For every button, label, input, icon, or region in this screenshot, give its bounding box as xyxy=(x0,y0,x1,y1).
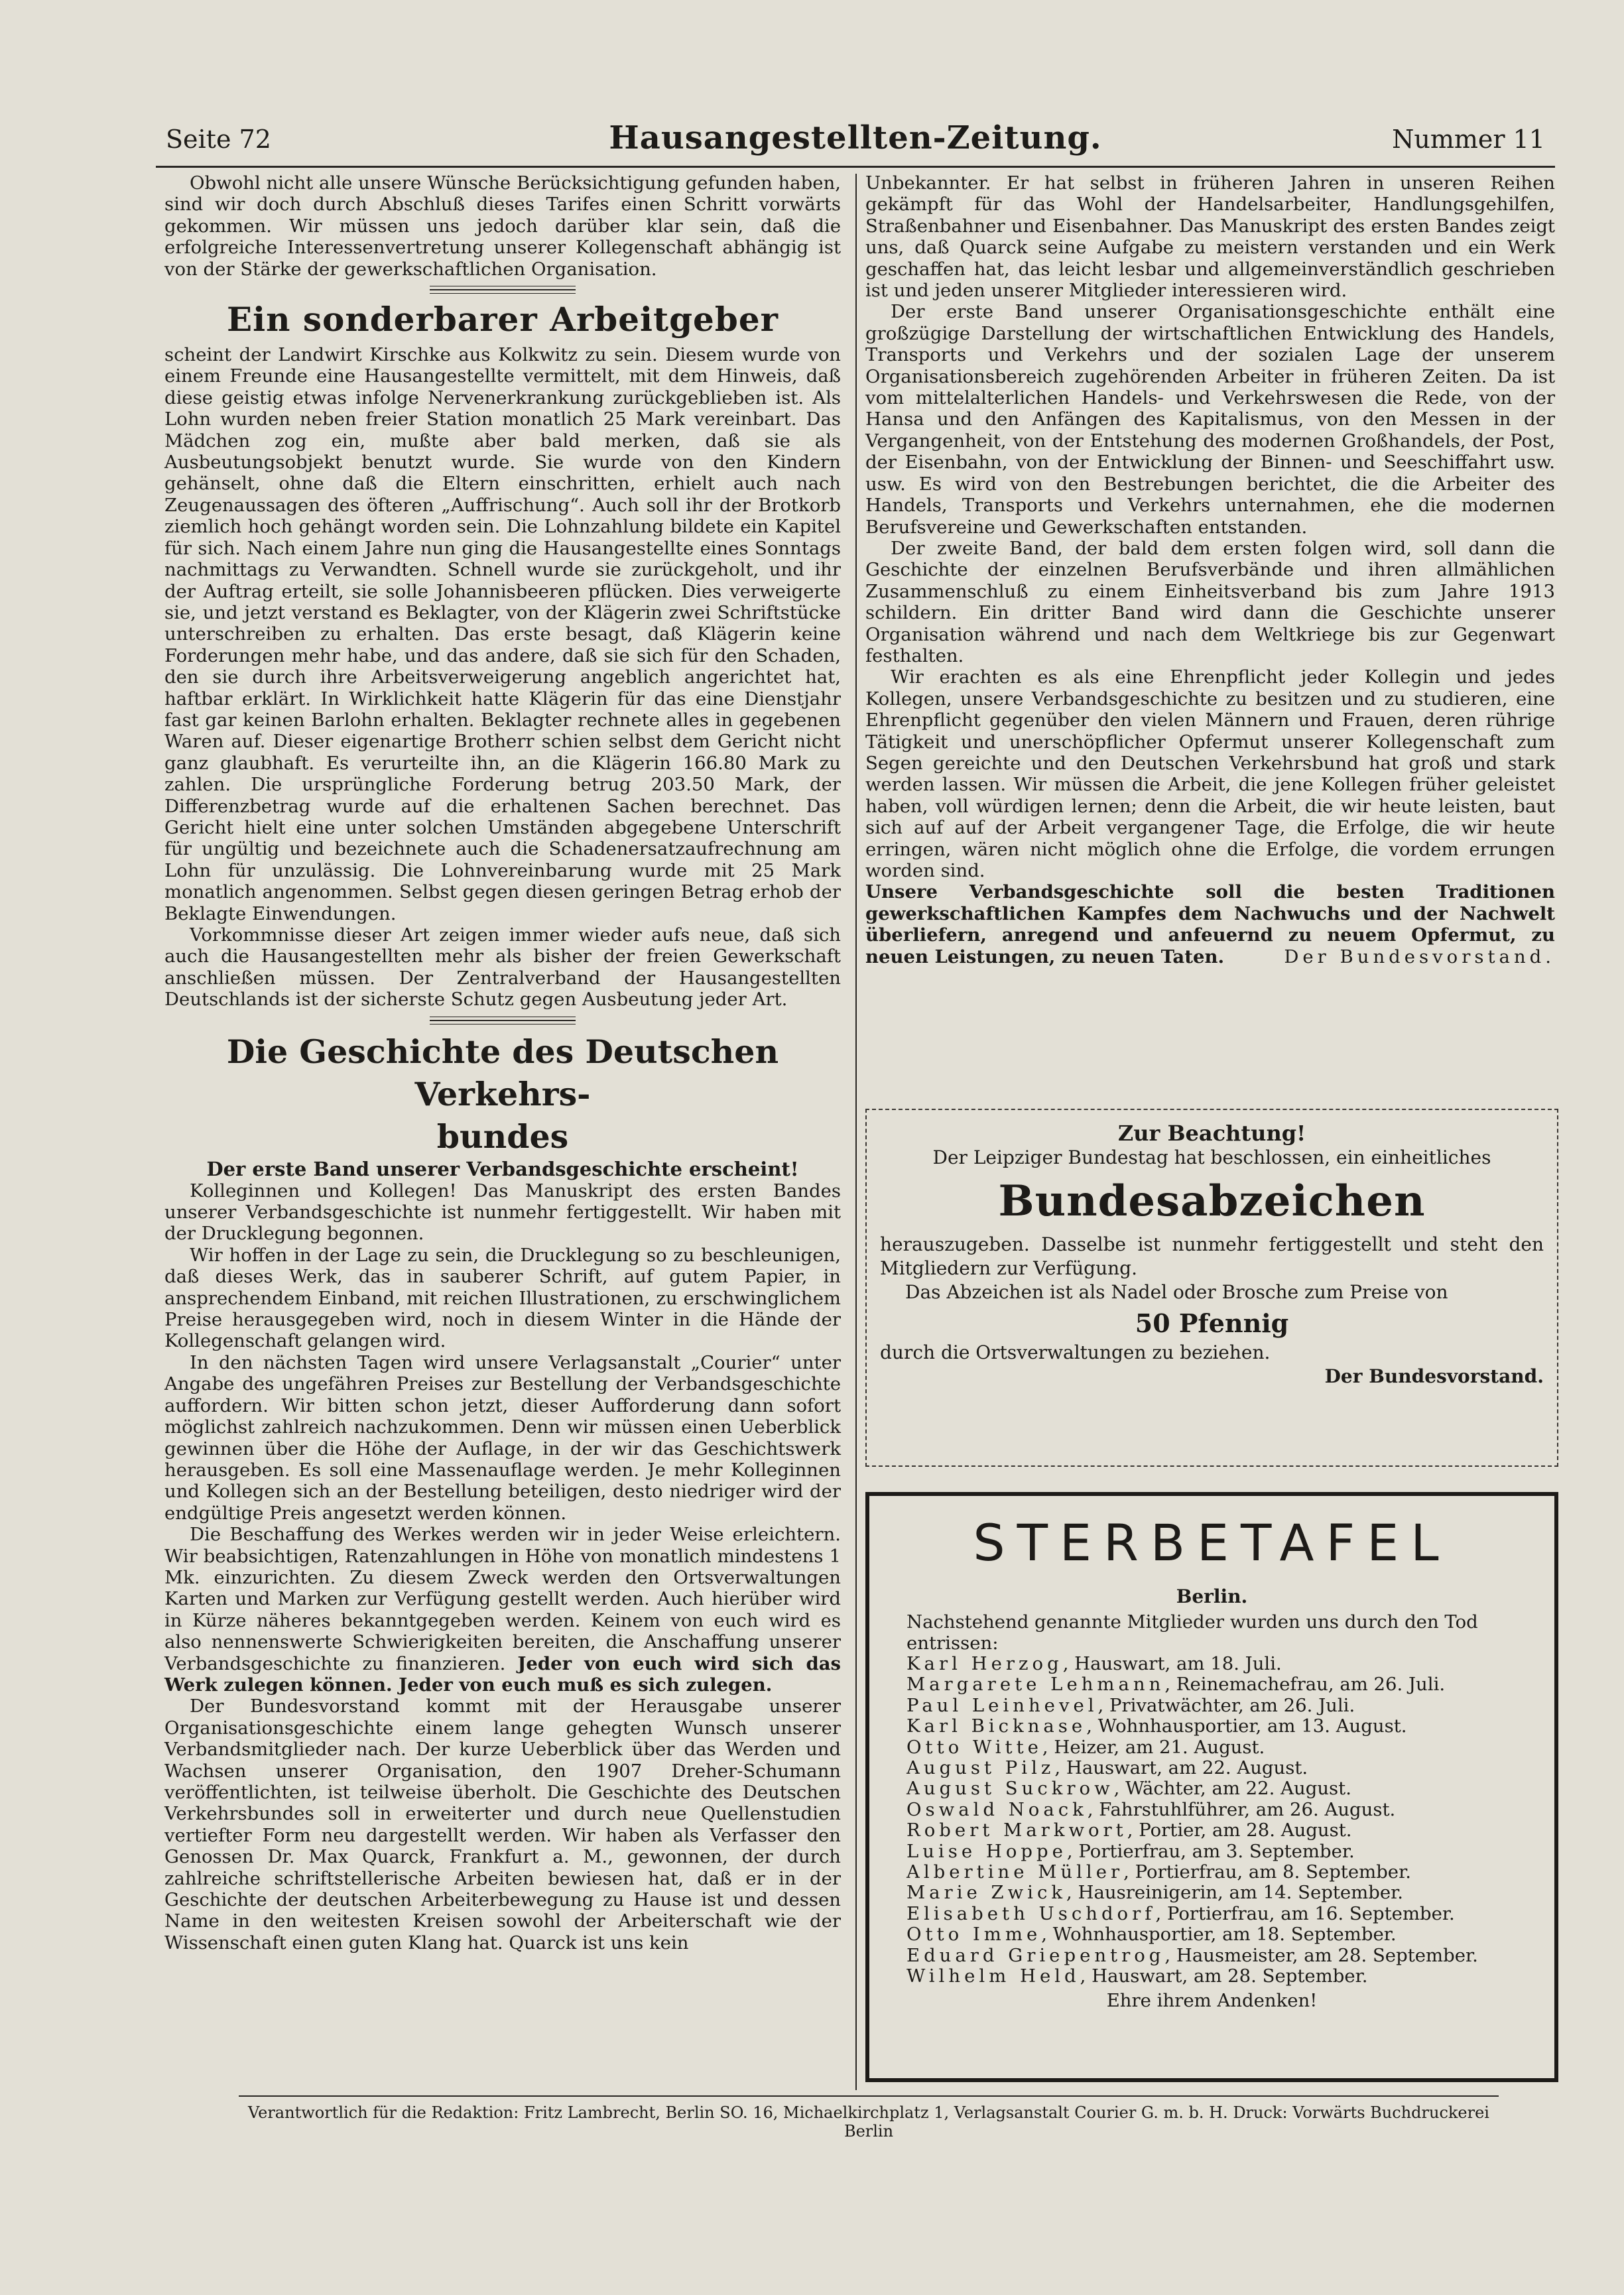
obituary-entry xyxy=(906,1696,1517,1716)
obituary-title: STERBETAFEL xyxy=(973,1513,1451,1572)
obituary-entry xyxy=(906,1966,1517,1987)
section-divider xyxy=(430,1020,576,1021)
headline-line: bundes xyxy=(436,1117,569,1156)
obituary-entry xyxy=(906,1716,1517,1737)
issue-number: Nummer 11 xyxy=(1392,125,1545,154)
right-column xyxy=(865,172,1555,967)
obituary-list xyxy=(906,1654,1517,1987)
deceased-name: Albertine Müller xyxy=(906,1861,1124,1883)
obituary-entry xyxy=(906,1654,1517,1674)
obituary-entry xyxy=(906,1862,1517,1883)
section-divider xyxy=(430,289,576,290)
article-headline-arbeitgeber: Ein sonderbarer Arbeitgeber xyxy=(227,300,779,340)
article-paragraph: Der erste Band unserer Organisationsgeschichte enthält eine großzügige Darstellung der wirtschaftlichen Entwicklung des Handels, Transports und Verkehrs und der sozialen Lage der unserem Organisationsbereich zugehörenden Arbeiter in früheren Zeiten. Da ist vom mittelalterlichen Handels- und Verkehrswesen die Rede, von der Hansa und den Anfängen des Kapitalismus, von den Messen in der Vergangenheit, von der Entstehung des modernen Großhandels, der Post, der Eisenbahn, von der Entwicklung der Binnen- und Seeschiffahrt usw. usw. Es wird von den Bestrebungen berichtet, die die Arbeiter des Handels, Transports und Verkehrs unternahmen, ehe die modernen Berufsvereine und Gewerkschaften entstanden. xyxy=(865,301,1555,538)
column-rule xyxy=(855,174,857,2090)
deceased-name: August Pilz xyxy=(906,1757,1055,1779)
obituary-entry xyxy=(906,1674,1517,1695)
notice-text: Das Abzeichen ist als Nadel oder Brosche zum Preise von xyxy=(905,1281,1448,1303)
obituary-entry xyxy=(906,1924,1517,1945)
notice-big-title: Bundesabzeichen xyxy=(998,1176,1426,1226)
article-paragraph: In den nächsten Tagen wird unsere Verlagsanstalt „Courier“ unter Angabe des ungefähren Preises zur Bestellung der Verbandsgeschichte auffordern. Wir bitten schon jetzt, dieser Aufforderung dann sofort möglichst zahlreich nachzukommen. Denn wir müssen einen Ueberblick gewinnen über die Höhe der Auflage, in der wir das Geschichtswerk herausgeben. Es soll eine Massenauflage werden. Je mehr Kolleginnen und Kollegen sich an der Bestellung beteiligen, desto niedriger wird der endgültige Preis angesetzt werden können. xyxy=(164,1351,841,1524)
deceased-name: Marie Zwick xyxy=(906,1882,1067,1904)
deceased-detail: , Hausreinigerin, am 14. September. xyxy=(1066,1882,1404,1904)
article-paragraph: Unbekannter. Er hat selbst in früheren Jahren in unseren Reihen gekämpft für das Wohl der Handelsarbeiter, Handlungsgehilfen, Straßenbahner und Eisenbahner. Das Manuskript des ersten Bandes zeigt uns, daß Quarck seine Aufgabe zu meistern verstanden und ein Werk geschaffen hat, das leicht lesbar und allgemeinverständlich geschrieben ist und jeden unserer Mitglieder interessieren wird. xyxy=(865,172,1555,302)
article-paragraph: Wir erachten es als eine Ehrenpflicht jeder Kollegin und jedes Kollegen, unsere Verbandsgeschichte zu besitzen und zu studieren, eine Ehrenpflicht gegenüber den vielen Männern und Frauen, deren rührige Tätigkeit und unerschöpflicher Opfermut unserer Kollegenschaft zum Segen gereichte und den Deutschen Verkehrsbund hat groß und stark werden lassen. Wir müssen die Arbeit, die jene Kollegen früher geleistet haben, voll würdigen lernen; denn die Arbeit, die wir heute leisten, baut sich auf auf der Arbeit vergangener Tage, die Erfolge, die wir heute erringen, wären nicht möglich ohne die Erfolge, die vordem errungen worden sind. xyxy=(865,666,1555,881)
headline-line: Die Geschichte des Deutschen Verkehrs- xyxy=(226,1032,779,1113)
obituary-closing: Ehre ihrem Andenken! xyxy=(1106,1989,1318,2011)
deceased-detail: , Reinemachefrau, am 26. Juli. xyxy=(1164,1674,1446,1696)
deceased-name: Wilhelm Held xyxy=(906,1965,1080,1987)
signature: Der Bundesvorstand. xyxy=(1284,946,1555,967)
article-paragraph: Vorkommnisse dieser Art zeigen immer wieder aufs neue, daß sich auch die Hausangestellten mehr als bisher der freien Gewerkschaft anschließen müssen. Der Zentralverband der Hausangestellten Deutschlands ist der sicherste Schutz gegen Ausbeutung jeder Art. xyxy=(164,924,841,1011)
deceased-detail: , Hauswart, am 28. September. xyxy=(1080,1965,1368,1987)
article-paragraph xyxy=(865,881,1555,967)
deceased-name: Oswald Noack xyxy=(906,1798,1088,1820)
page-header xyxy=(166,119,1545,159)
article-paragraph: scheint der Landwirt Kirschke aus Kolkwitz zu sein. Diesem wurde von einem Freunde eine Hausangestellte vermittelt, mit dem Hinweis, daß diese geistig etwas infolge Nervenerkrankung zurückgeblieben ist. Als Lohn wurden neben freier Station monatlich 25 Mark vereinbart. Das Mädchen zog ein, mußte aber bald merken, daß sie als Ausbeutungsobjekt benutzt wurde. Sie wurde von den Kindern gehänselt, ohne daß die Eltern einschritten, erhielt auch nach Zeugenaussagen des öfteren „Auffrischung“. Auch soll ihr der Brotkorb ziemlich hoch gehängt worden sein. Die Lohnzahlung bildete ein Kapitel für sich. Nach einem Jahre nun ging die Hausangestellte eines Sonntags nachmittags zu Verwandten. Schnell wurde sie zurückgeholt, und ihr der Auftrag erteilt, sie solle Johannisbeeren pflücken. Dies verweigerte sie, und jetzt verstand es Beklagter, von der Klägerin zwei Schriftstücke unterschreiben zu erhalten. Das erste besagt, daß Klägerin keine Forderungen mehr habe, und das andere, daß sie sich für den Schaden, den sie durch ihre Arbeitsverweigerung angeblich angerichtet hat, haftbar erklärt. In Wirklichkeit hatte Klägerin für das eine Dienstjahr fast gar keinen Barlohn erhalten. Beklagter rechnete alles in gegebenen Waren auf. Dieser eigenartige Brotherr schien selbst dem Gericht nicht ganz glaubhaft. Es verurteilte ihn, an die Klägerin 166.80 Mark zu zahlen. Die ursprüngliche Forderung betrug 203.50 Mark, der Differenzbetrag wurde auf die erhaltenen Sachen berechnet. Das Gericht hielt eine unter solchen Umständen abgegebene Unterschrift für ungültig und bezeichnete auch die Schadenersatzaufrechnung am Lohn für unzulässig. Die Lohnvereinbarung wurde mit 25 Mark monatlich angenommen. Selbst gegen diesen geringen Betrag erhob der Beklagte Einwendungen. xyxy=(164,344,841,924)
obituary-entry xyxy=(906,1820,1517,1841)
intro-paragraph: Obwohl nicht alle unsere Wünsche Berücksichtigung gefunden haben, sind wir doch durch Abschluß dieses Tarifes einen Schritt vorwärts gekommen. Wir müssen uns jedoch darüber klar sein, daß die erfolgreiche Interessenvertretung unserer Kollegenschaft abhängig ist von der Stärke der gewerkschaftlichen Organisation. xyxy=(164,172,841,280)
article-headline-verkehrsbund xyxy=(164,1030,841,1158)
obituary-box xyxy=(865,1492,1558,2082)
article-paragraph: Der Bundesvorstand kommt mit der Herausgabe unserer Organisationsgeschichte einem lange gehegten Wunsch unserer Verbandsmitglieder nach. Der kurze Ueberblick über das Werden und Wachsen unserer Organisation, den 1907 Dreher-Schumann veröffentlichten, ist teilweise überholt. Die Geschichte des Deutschen Verkehrsbundes soll in erweiterter und durch neue Quellenstudien vertiefter Form neu dargestellt werden. Wir haben als Verfasser den Genossen Dr. Max Quarck, Frankfurt a. M., gewonnen, der durch zahlreiche schriftstellerische Arbeiten bewiesen hat, daß er in der Geschichte der deutschen Arbeiterbewegung zu Hause ist und dessen Name in den weitesten Kreisen sowohl der Arbeiterschaft wie der Wissenschaft einen guten Klang hat. Quarck ist uns kein xyxy=(164,1696,841,1954)
deceased-name: Margarete Lehmann xyxy=(906,1674,1165,1696)
deceased-detail: , Portierfrau, am 16. September. xyxy=(1155,1902,1455,1924)
deceased-detail: , Portierfrau, am 8. September. xyxy=(1123,1861,1411,1883)
notice-text: durch die Ortsverwaltungen zu beziehen. xyxy=(880,1341,1271,1363)
paragraph-text: Die Beschaffung des Werkes werden wir in jeder Weise erleichtern. Wir beabsichtigen, Ratenzahlungen in Höhe von monatlich mindestens 1 Mk. einzurichten. Zu diesem Zweck werden den Ortsverwaltungen Karten und Marken zur Verfügung gestellt werden. Auch hierüber wird in Kürze näheres bekanntgegeben werden. Keinem von euch wird es also nennenswerte Schwierigkeiten bereiten, die Anschaffung unserer Verbandsgeschichte zu finanzieren. xyxy=(164,1524,841,1674)
article-paragraph: Der zweite Band, der bald dem ersten folgen wird, soll dann die Geschichte der einzelnen Berufsverbände und ihren allmählichen Zusammenschluß zu einem Einheitsverband bis zum Jahre 1913 schildern. Ein dritter Band wird dann die Geschichte unserer Organisation während und nach dem Weltkriege bis zur Gegenwart festhalten. xyxy=(865,537,1555,666)
obituary-entry xyxy=(906,1883,1517,1903)
notice-text: herauszugeben. Dasselbe ist nunmehr fertiggestellt und steht den Mitgliedern zur Verfügung. xyxy=(880,1233,1544,1279)
notice-heading: Zur Beachtung! xyxy=(1117,1121,1306,1146)
deceased-detail: , Fahrstuhlführer, am 26. August. xyxy=(1087,1798,1396,1820)
deceased-name: Robert Markwort xyxy=(906,1820,1127,1841)
obituary-entry xyxy=(906,1737,1517,1758)
deceased-detail: , Wächter, am 22. August. xyxy=(1113,1778,1351,1800)
notice-signature: Der Bundesvorstand. xyxy=(1324,1365,1544,1387)
left-column xyxy=(164,172,841,1954)
deceased-detail: , Hausmeister, am 28. September. xyxy=(1164,1944,1478,1966)
deceased-detail: , Hauswart, am 22. August. xyxy=(1054,1757,1308,1779)
obituary-intro: Nachstehend genannte Mitglieder wurden uns durch den Tod entrissen: xyxy=(906,1611,1478,1654)
article-paragraph: Wir hoffen in der Lage zu sein, die Drucklegung so zu beschleunigen, daß dieses Werk, das in sauberer Schrift, auf gutem Papier, in ansprechendem Einband, mit reichen Illustrationen, zu erschwinglichem Preise herausgegeben wird, noch in diesem Winter in die Hände der Kollegenschaft gelangen wird. xyxy=(164,1244,841,1352)
article-subheadline: Der erste Band unserer Verbandsgeschichte erscheint! xyxy=(206,1157,799,1180)
obituary-city: Berlin. xyxy=(1176,1585,1248,1607)
deceased-name: Eduard Griepentrog xyxy=(906,1944,1165,1966)
header-rule xyxy=(156,166,1555,168)
deceased-name: Elisabeth Uschdorf xyxy=(906,1902,1156,1924)
deceased-name: August Suckrow xyxy=(906,1778,1114,1800)
deceased-name: Karl Herzog xyxy=(906,1653,1063,1674)
page-number: Seite 72 xyxy=(166,125,271,154)
obituary-entry xyxy=(906,1904,1517,1924)
article-paragraph: Kolleginnen und Kollegen! Das Manuskript des ersten Bandes unserer Verbandsgeschichte ist nunmehr fertiggestellt. Wir haben mit der Drucklegung begonnen. xyxy=(164,1180,841,1245)
deceased-detail: , Portierfrau, am 3. September. xyxy=(1066,1840,1355,1862)
obituary-entry xyxy=(906,1841,1517,1862)
deceased-detail: , Wohnhausportier, am 18. September. xyxy=(1041,1924,1397,1946)
notice-text: Der Leipziger Bundestag hat beschlossen, ein einheitliches xyxy=(932,1147,1491,1168)
deceased-name: Otto Witte xyxy=(906,1736,1042,1758)
obituary-entry xyxy=(906,1800,1517,1820)
deceased-detail: , Privatwächter, am 26. Juli. xyxy=(1097,1694,1355,1716)
deceased-detail: , Heizer, am 21. August. xyxy=(1042,1736,1265,1758)
deceased-detail: , Hauswart, am 18. Juli. xyxy=(1062,1653,1282,1674)
deceased-name: Otto Imme xyxy=(906,1924,1042,1946)
deceased-name: Karl Bicknase xyxy=(906,1715,1087,1737)
deceased-detail: , Wohnhausportier, am 13. August. xyxy=(1086,1715,1407,1737)
deceased-name: Paul Leinhevel xyxy=(906,1694,1098,1716)
newspaper-title: Hausangestellten-Zeitung. xyxy=(609,119,1102,156)
imprint-footer: Verantwortlich für die Redaktion: Fritz Lambrecht, Berlin SO. 16, Michaelkirchplatz 1, Verlagsanstalt Courier G. m. b. H. Druck: Vorwärts Buchdruckerei Berlin xyxy=(239,2095,1499,2140)
obituary-entry xyxy=(906,1758,1517,1778)
bold-emphasis: Jeder von euch wird sich das Werk zulegen können. Jeder von euch muß es sich zulegen. xyxy=(164,1652,842,1696)
deceased-name: Luise Hoppe xyxy=(906,1840,1067,1862)
obituary-entry xyxy=(906,1946,1517,1966)
bold-emphasis: Unsere Verbandsgeschichte soll die besten Traditionen gewerkschaftlichen Kampfes dem Nachwuchs und der Nachwelt überliefern, anregend und anfeuernd zu neuem Opfermut, zu neuen Leistungen, zu neuen Taten. xyxy=(865,881,1555,967)
notice-box xyxy=(865,1109,1558,1467)
article-paragraph xyxy=(164,1524,841,1696)
obituary-entry xyxy=(906,1778,1517,1799)
deceased-detail: , Portier, am 28. August. xyxy=(1127,1820,1352,1841)
notice-price: 50 Pfennig xyxy=(1135,1308,1289,1338)
